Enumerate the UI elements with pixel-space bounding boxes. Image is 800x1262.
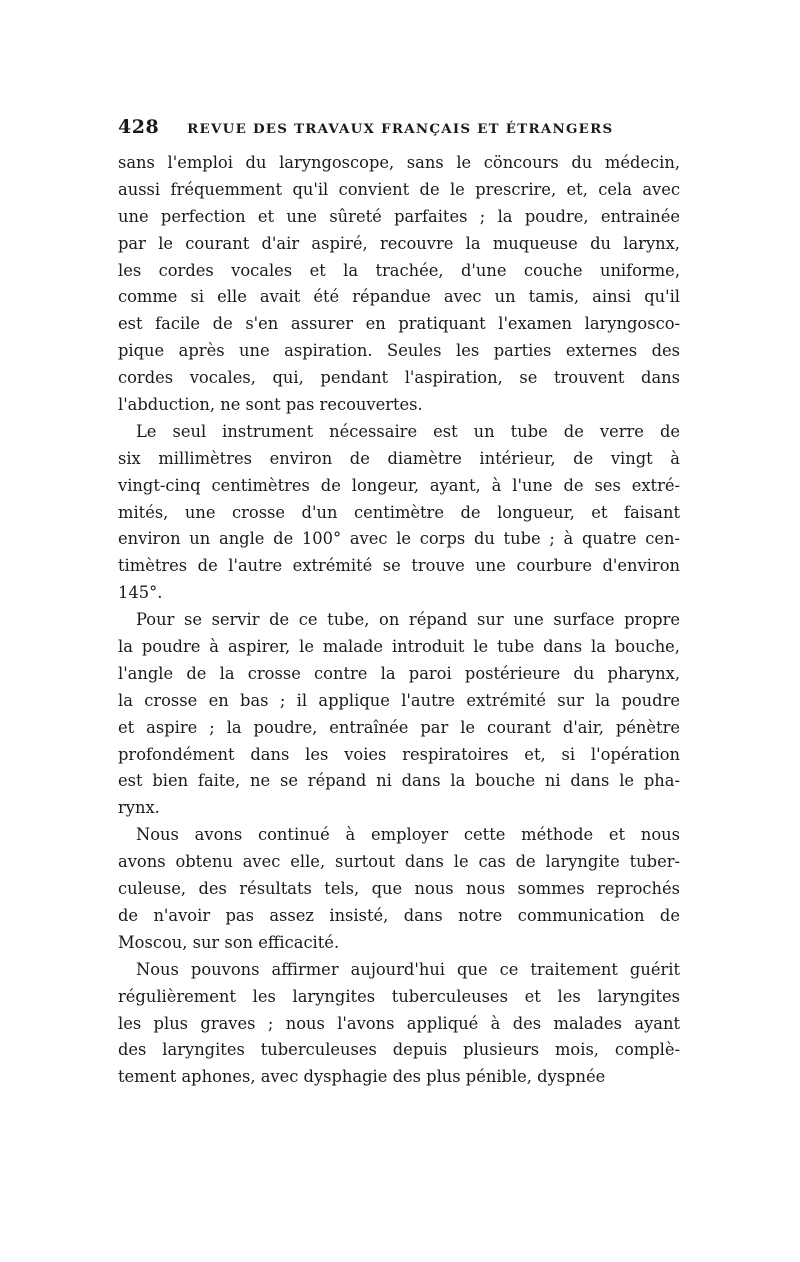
paragraph	[118, 607, 680, 822]
text-line: rynx.	[118, 798, 160, 818]
text-line: vingt-cinq centimètres de longeur, ayant, à l'une de ses extré-	[118, 475, 680, 495]
text-line: timètres de l'autre extrémité se trouve une courbure d'environ	[118, 556, 680, 576]
text-line: mités, une crosse d'un centimètre de longueur, et faisant	[118, 502, 680, 522]
text-line: cordes vocales, qui, pendant l'aspiration, se trouvent dans	[118, 368, 680, 388]
running-title: REVUE DES TRAVAUX FRANÇAIS ET ÉTRANGERS	[187, 121, 614, 137]
text-line: la crosse en bas ; il applique l'autre extrémité sur la poudre	[118, 690, 680, 710]
text-line: comme si elle avait été répandue avec un tamis, ainsi qu'il	[118, 287, 680, 307]
text-line: sans l'emploi du laryngoscope, sans le cöncours du médecin,	[118, 153, 680, 172]
text-line: profondément dans les voies respiratoires et, si l'opération	[118, 744, 680, 764]
paragraph	[118, 150, 680, 419]
text-line: culeuse, des résultats tels, que nous nous sommes reprochés	[118, 879, 680, 899]
text-line: l'abduction, ne sont pas recouvertes.	[118, 395, 423, 415]
text-line: environ un angle de 100° avec le corps du tube ; à quatre cen-	[118, 529, 680, 549]
text-line: les plus graves ; nous l'avons appliqué à des malades ayant	[118, 1013, 680, 1033]
page-number: 428	[118, 116, 160, 138]
body-text	[118, 150, 680, 1091]
text-line: Nous pouvons affirmer aujourd'hui que ce traitement guérit	[136, 959, 680, 979]
paragraph	[118, 822, 680, 956]
text-line: pique après une aspiration. Seules les parties externes des	[118, 341, 680, 361]
text-line: Le seul instrument nécessaire est un tube de verre de	[136, 421, 680, 441]
text-line: avons obtenu avec elle, surtout dans le cas de laryngite tuber-	[118, 852, 680, 872]
text-line: par le courant d'air aspiré, recouvre la muqueuse du larynx,	[118, 233, 680, 253]
text-line: aussi fréquemment qu'il convient de le prescrire, et, cela avec	[118, 179, 680, 199]
text-line: l'angle de la crosse contre la paroi postérieure du pharynx,	[118, 663, 680, 683]
text-line: 145°.	[118, 583, 163, 603]
text-line: de n'avoir pas assez insisté, dans notre communication de	[118, 905, 680, 925]
running-head	[118, 116, 680, 144]
text-line: régulièrement les laryngites tuberculeuses et les laryngites	[118, 986, 680, 1006]
text-line: Pour se servir de ce tube, on répand sur une surface propre	[136, 610, 680, 630]
text-line: Moscou, sur son efficacité.	[118, 932, 340, 952]
text-line: Nous avons continué à employer cette méthode et nous	[136, 825, 680, 845]
text-line: les cordes vocales et la trachée, d'une couche uniforme,	[118, 260, 680, 280]
paragraph	[118, 957, 680, 1091]
text-line: tement aphones, avec dysphagie des plus pénible, dyspnée	[118, 1067, 606, 1087]
text-line: la poudre à aspirer, le malade introduit le tube dans la bouche,	[118, 637, 680, 657]
text-line: est bien faite, ne se répand ni dans la bouche ni dans le pha-	[118, 771, 680, 791]
text-line: est facile de s'en assurer en pratiquant l'examen laryngosco-	[118, 314, 680, 334]
paragraph	[118, 419, 680, 607]
text-line: des laryngites tuberculeuses depuis plusieurs mois, complè-	[118, 1040, 680, 1060]
text-line: six millimètres environ de diamètre intérieur, de vingt à	[118, 448, 680, 468]
text-line: et aspire ; la poudre, entraînée par le courant d'air, pénètre	[118, 717, 680, 737]
text-line: une perfection et une sûreté parfaites ; la poudre, entrainée	[118, 206, 680, 226]
